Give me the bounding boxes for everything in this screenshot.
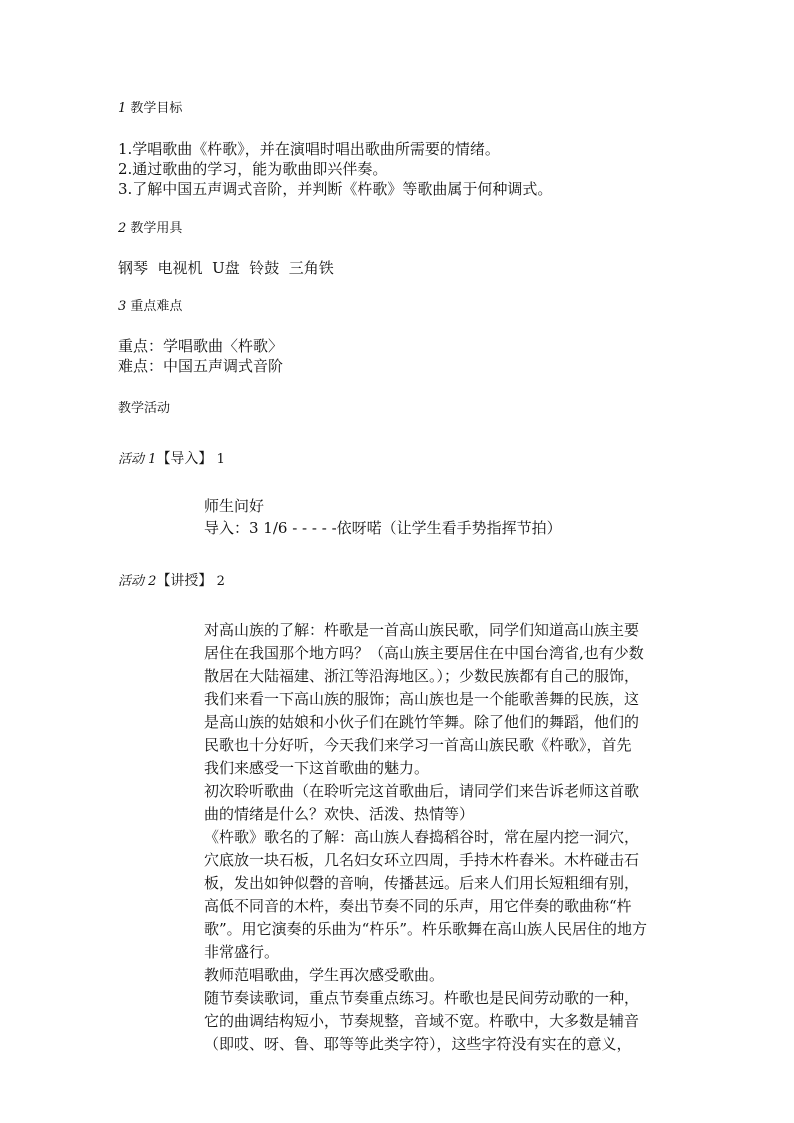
body-line: 高低不同音的木杵，奏出节奏不同的乐声，用它伴奏的歌曲称“杵 [204,897,632,915]
body-line: 《杵歌》歌名的了解：高山族人舂捣稻谷时，常在屋内挖一洞穴， [204,828,640,846]
body-line: 是高山族的姑娘和小伙子们在跳竹竿舞。除了他们的舞蹈，他们的 [204,713,640,731]
focus-point: 重点：学唱歌曲〈杵歌〉 [118,337,284,355]
activity-1-heading [118,450,225,469]
section-heading-tools [118,220,182,238]
activity-label: 【讲授】 [156,573,213,589]
body-line: 非常盛行。 [204,943,280,961]
activity-label: 【导入】 [156,451,213,467]
body-line: 初次聆听歌曲（在聆听完这首歌曲后，请同学们来告诉老师这首歌 [204,782,640,800]
activity-number: 1 [148,452,157,467]
section-title: 教学用具 [130,221,183,236]
goal-item-3: 3.了解中国五声调式音阶，并判断《杵歌》等歌曲属于何种调式。 [118,180,553,198]
section-heading-goals [118,100,182,118]
body-line: 它的曲调结构短小，节奏规整，音域不宽。杵歌中，大多数是辅音 [204,1012,640,1030]
activity-count: 2 [216,574,225,589]
section-number: 2 [118,221,127,236]
activity-number: 2 [148,574,157,589]
section-number: 1 [118,101,127,116]
body-line: 穴底放一块石板，几名妇女环立四周，手持木杵舂米。木杵碰击石 [204,851,640,869]
activity-2-heading [118,572,225,591]
goal-item-1: 1.学唱歌曲《杵歌》，并在演唱时唱出歌曲所需要的情绪。 [118,140,500,158]
body-line: 随节奏读歌词，重点节奏重点练习。杵歌也是民间劳动歌的一种， [204,989,640,1007]
section-title: 教学目标 [130,101,183,116]
activity-tag: 活动 [118,452,145,467]
body-line: 居住在我国那个地方吗？（高山族主要居住在中国台湾省,也有少数 [204,644,644,662]
activity-1-line-1: 师生问好 [204,497,265,515]
body-line: （即哎、呀、鲁、耶等等此类字符），这些字符没有实在的意义， [204,1035,632,1053]
body-line: 板，发出如钟似磬的音响，传播甚远。后来人们用长短粗细有别， [204,874,640,892]
body-line: 我们来看一下高山族的服饰；高山族也是一个能歌善舞的民族，这 [204,690,640,708]
activities-title: 教学活动 [118,401,171,416]
body-line: 我们来感受一下这首歌曲的魅力。 [204,759,430,777]
section-number: 3 [118,299,127,314]
body-line: 民歌也十分好听，今天我们来学习一首高山族民歌《杵歌》，首先 [204,736,632,754]
body-line: 曲的情绪是什么？欢快、活泼、热情等） [204,805,475,823]
activity-1-line-2: 导入：3 1/6 - - - - -依呀喏（让学生看手势指挥节拍） [204,519,562,537]
tools-list: 钢琴 电视机 U盘 铃鼓 三角铁 [118,259,334,277]
section-heading-keypoints [118,298,182,316]
body-line: 对高山族的了解：杵歌是一首高山族民歌，同学们知道高山族主要 [204,621,640,639]
activity-count: 1 [216,452,225,467]
body-line: 歌”。用它演奏的乐曲为“杵乐”。杵乐歌舞在高山族人民居住的地方 [204,920,648,938]
difficulty-point: 难点：中国五声调式音阶 [118,357,284,375]
activity-tag: 活动 [118,574,145,589]
body-line: 散居在大陆福建、浙江等沿海地区。）；少数民族都有自己的服饰， [204,667,640,685]
activity-2-body [204,619,674,1056]
section-title: 重点难点 [130,299,183,314]
goal-item-2: 2.通过歌曲的学习，能为歌曲即兴伴奏。 [118,160,388,178]
body-line: 教师范唱歌曲，学生再次感受歌曲。 [204,966,445,984]
